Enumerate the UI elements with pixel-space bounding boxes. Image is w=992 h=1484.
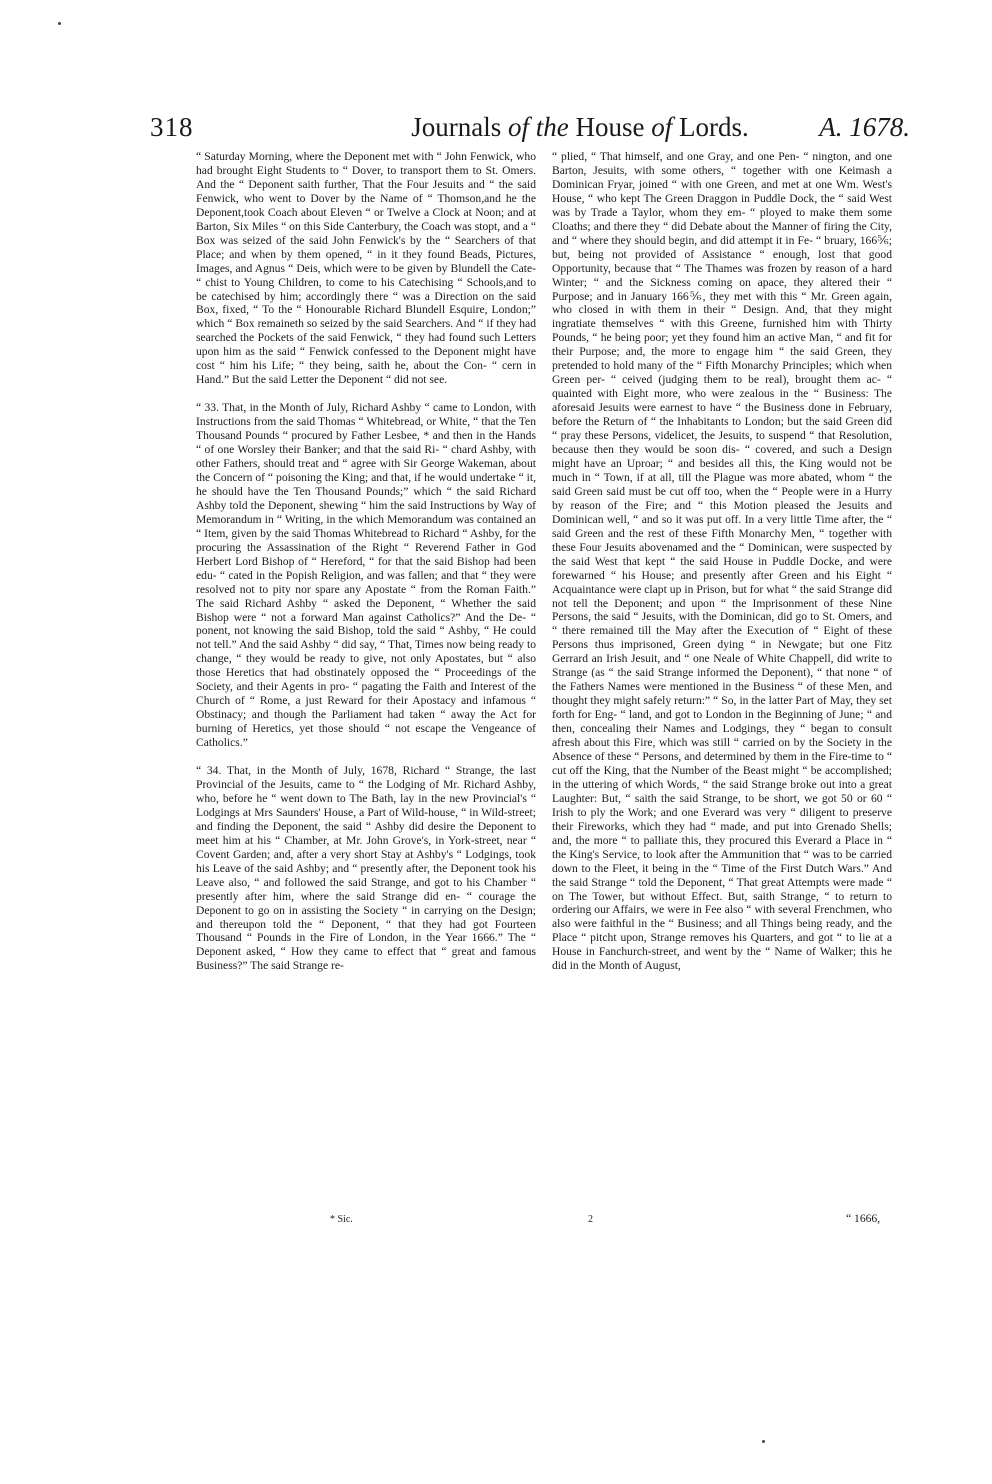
title-word: House bbox=[575, 112, 645, 142]
catchword: “ 1666, bbox=[846, 1212, 881, 1225]
page-header bbox=[150, 112, 910, 146]
title-word: of bbox=[644, 112, 680, 142]
page-number: 318 bbox=[150, 112, 194, 142]
right-column bbox=[552, 150, 892, 973]
deposition-paragraph-continued: “ plied, “ That himself, and one Gray, and one Pen- “ nington, and one Barton, Jesuits, with some others, “ together with one Keimash a Dominican Fryar, joined “ with one Green, and met at one Wm. West's House, “ who kept The Green Draggon in Puddle Dock, the “ said West was by Trade a Taylor, whom they em- “ ployed to make them some Cloaths; and there they “ did Debate about the Manner of firing the City, and “ where they should begin, and did attempt it in Fe- “ bruary, 166⅚; but, being not provided of Assistance “ enough, lost that good Opportunity, because that “ The Thames was frozen by reason of a hard Winter; “ and the Sickness coming on apace, they altered their “ Purpose; and in January 166⅚, they met with this “ Mr. Green again, who closed in with them in their “ Design. And, that they might ingratiate themselves “ with this Greene, furnished him with Thirty Pounds, “ he being poor; yet they found him an active Man, “ and fit for their Purpose; and, the more to engage him “ the said Green, they pretended to hold many of the “ Fifth Monarchy Principles; which when Green per- “ ceived (judging them to be real), brought them ac- “ quainted with Eight more, who were zealous in the “ Business: The aforesaid Jesuits were earnest to have “ the Business done in February, before the Return of “ the Inhabitants to London; but the said Green did “ pray these Persons, videlicet, the Jesuits, to suspend “ that Resolution, because then they would be soon dis- “ covered, and such a Design might have an Uproar; “ and besides all this, the King would not be much in “ Town, if at all, till the Plague was more abated, whom “ the said Green said must be cut off too, when the “ People were in a Hurry by reason of the Fire; and “ this Motion pleased the Jesuits and Dominican well, “ and so it was put off. In a very little Time after, the “ said Green and the rest of these Fifth Monarchy Men, “ together with these Four Jesuits abovenamed and the “ Dominican, were suspected by the said West that kept “ the said House in Puddle Docke, and were forewarned “ his House; and presently after Green and his Eight “ Acquaintance were clapt up in Prison, but for what “ the said Strange did not tell the Deponent; and upon “ the Imprisonment of these Nine Persons, the said “ Jesuits, with the Dominican, did go to St. Omers, and “ there remained till the May after the Execution of “ Eight of these Persons thus imprisoned, Green dying “ in Newgate; but one Fitz Gerrard an Irish Jesuit, and “ one Neale of White Chappell, did write to Strange (as “ the said Strange informed the Deponent), “ that none “ of the Fathers Names were mentioned in the Business “ of these Men, and thought they might safely return:” “ So, in the latter Part of May, they set forth for Eng- “ land, and got to London in the Beginning of June; “ and then, concealing their Names and Lodgings, they “ began to consult afresh about this Fire, which was still “ carried on by the Society in the Absence of these “ Persons, and determined by them in the Fire-time to “ cut off the King, that the Number of the Beast might “ be accomplished; in the uttering of which Words, “ the said Strange broke out into a great Laughter: But, “ saith the said Strange, to be short, we got 50 or 60 “ Irish to ply the Work; and one Everard was very “ diligent to preserve their Fireworks, which they had “ made, and put into Grenado Shells; and, the more “ to palliate this, they procured this Everard a Place in “ the King's Service, to look after the Ammunition that “ was to be carried down to the Fleet, it being in the “ Time of the First Dutch Wars.” And the said Strange “ told the Deponent, “ That great Attempts were made “ on The Tower, but without Effect. But, saith Strange, “ to return to ordering our Affairs, we were in Fee also “ with several Frenchmen, who also were faithful in the “ Business; and all Things being ready, and the Place “ pitcht upon, Strange removes his Quarters, and got “ to lie at a House in Fanchurch-street, and went by the “ Name of Walker; this he did in the Month of August, bbox=[552, 150, 892, 973]
title-word: Lords bbox=[679, 112, 743, 142]
footnote: * Sic. bbox=[330, 1214, 353, 1225]
journal-title bbox=[370, 112, 790, 143]
journal-year: A. 1678. bbox=[819, 112, 910, 142]
signature-mark: 2 bbox=[588, 1214, 593, 1225]
left-column bbox=[196, 150, 536, 973]
deposition-paragraph: “ Saturday Morning, where the Deponent met with “ John Fenwick, who had brought Eight Students to “ Dover, to transport them to St. Omers. And the “ Deponent saith further, That the Four Jesuits and “ the said Fenwick, who went to Dover by the Name of “ Thomson,and he the Deponent,took Coach about Eleven “ or Twelve a Clock at Noon; and at Barton, Six Miles “ on this Side Canterbury, the Coach was stopt, and a “ Box was seized of the said John Fenwick's by the “ Searchers of that Place; and when by them opened, “ in it they found Beads, Pictures, Images, and Agnus “ Deis, which were to be given by Blundell the Cate- “ chist to Young Children, to come to his Catechising “ Schools,and to be catechised by him; accordingly there “ was a Direction on the said Box, fixed, “ To the “ Honourable Richard Blundell Esquire, London;” which “ Box remaineth so seized by the said Searchers. And “ if they had searched the Pockets of the said Fenwick, “ they had found such Letters upon him as the said “ Fenwick confessed to the Deponent might have cost “ him his Life; “ they being, saith he, about the Con- “ cern in Hand.” But the said Letter the Deponent “ did not see. bbox=[196, 150, 536, 387]
deposition-paragraph-33: “ 33. That, in the Month of July, Richard Ashby “ came to London, with Instructions from the said Thomas “ Whitebread, or White, “ that the Ten Thousand Pounds “ procured by Father Lesbee, * and then in the Hands “ of one Worsley their Banker; and that the said Ri- “ chard Ashby, with other Fathers, should treat and “ agree with Sir George Wakeman, about the Concern of “ poisoning the King; and that, if he would undertake “ it, he should have the Ten Thousand Pounds;” which “ the said Richard Ashby told the Deponent, shewing “ him the said Instructions by Way of Memorandum in “ Writing, in the which Memorandum was contained an “ Item, given by the said Thomas Whitebread to Richard “ Ashby, for the procuring the Assassination of the Right “ Reverend Father in God Herbert Lord Bishop of “ Hereford, “ for that the said Bishop had been edu- “ cated in the Popish Religion, and was fallen; and that “ they were resolved not to pity nor spare any Apostate “ from the Roman Faith.” The said Richard Ashby “ asked the Deponent, “ Whether the said Bishop were “ not a forward Man against Catholics?” And the De- “ ponent, not knowing the said Bishop, told the said “ Ashby, “ He could not tell.” And the said Ashby “ did say, “ That, Times now being ready to change, “ they would be ready to give, not only Apostates, but “ also those Heretics that had obstinately opposed the “ Proceedings of the Society, and their Agents in pro- “ pagating the Faith and Interest of the Church of “ Rome, a just Reward for their Apostacy and infamous “ Obstinacy; and though the Parliament had taken “ away the Act for burning of Heretics, yet those should “ not escape the Vengeance of Catholics.” bbox=[196, 401, 536, 750]
title-word: . bbox=[742, 112, 749, 142]
title-word: the bbox=[529, 112, 576, 142]
title-word: of bbox=[507, 112, 529, 142]
ink-speck-icon bbox=[58, 22, 61, 25]
ink-speck-icon bbox=[762, 1440, 765, 1443]
deposition-paragraph-34: “ 34. That, in the Month of July, 1678, Richard “ Strange, the last Provincial of the Jesuits, came to “ the Lodging of Mr. Richard Ashby, who, before he “ went down to The Bath, lay in the new Provincial's “ Lodgings at Mrs Saunders' House, a Part of Wild-house, “ in Wild-street; and finding the Deponent, the said “ Ashby did desire the Deponent to meet him at his “ Chamber, at Mr. John Grove's, in York-street, near “ Covent Garden; and, after a very short Stay at Ashby's “ Lodgings, took his Leave of the said Ashby; and “ presently after, the Deponent took his Leave also, “ and followed the said Strange, and got to his Chamber “ presently after him, where the said Strange did en- “ courage the Deponent to go on in assisting the Society “ in carrying on the Design; and thereupon told the “ Deponent, “ that they had got Fourteen Thousand “ Pounds in the Fire of London, in the Year 1666.” The “ Deponent asked, “ How they came to effect that “ great and famous Business?” The said Strange re- bbox=[196, 764, 536, 973]
title-word: Journals bbox=[411, 112, 508, 142]
